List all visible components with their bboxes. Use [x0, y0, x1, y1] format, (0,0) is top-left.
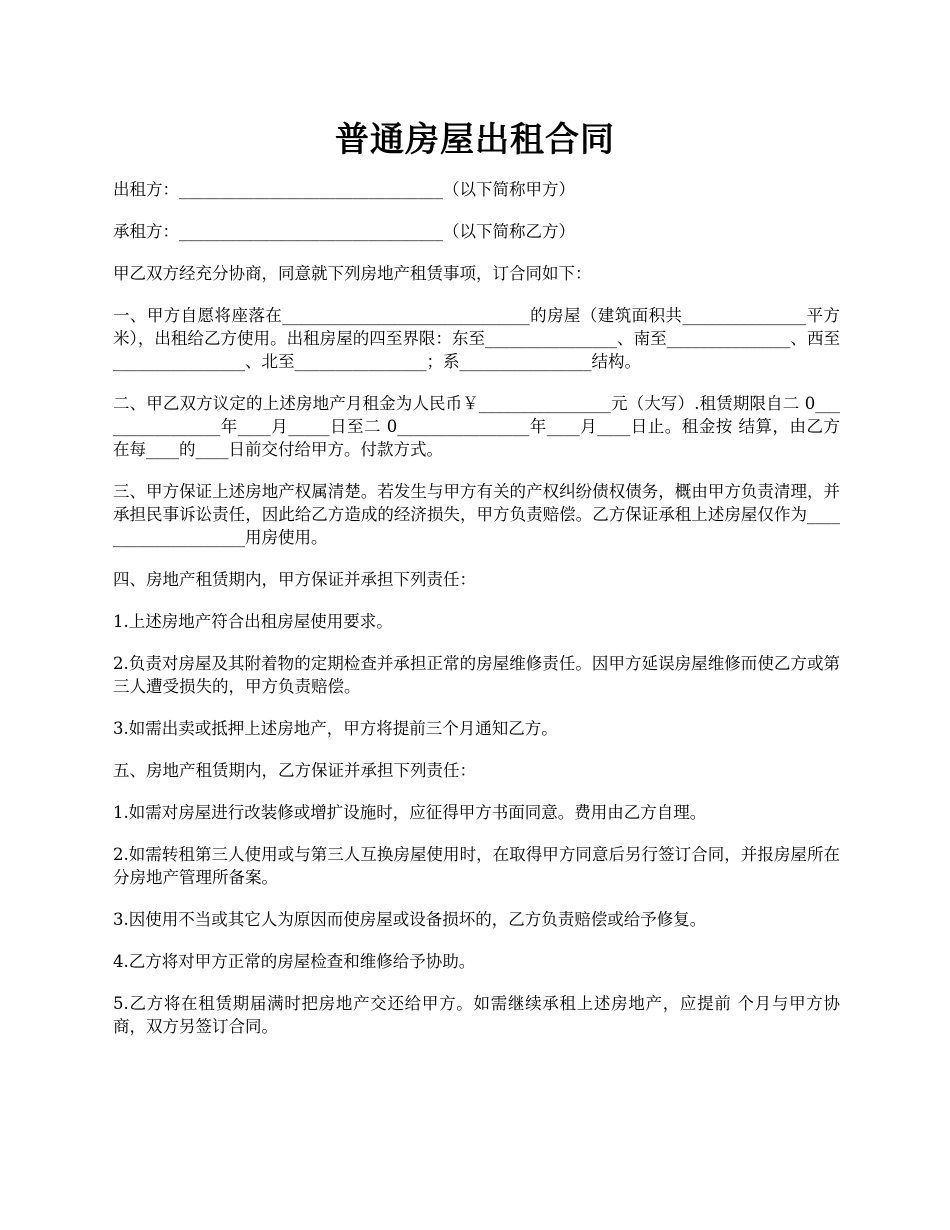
paragraph-clause-4-item-1: 1.上述房地产符合出租房屋使用要求。: [113, 612, 393, 631]
paragraph-clause-5-item-5: 5.乙方将在租赁期届满时把房地产交还给甲方。如需继续承租上述房地产，应提前 个月与甲方协商，双方另签订合同。: [113, 994, 840, 1036]
paragraph-clause-5-item-1: 1.如需对房屋进行改装修或增扩设施时，应征得甲方书面同意。费用由乙方自理。: [113, 803, 707, 822]
paragraph-clause-5-heading: 五、房地产租赁期内，乙方保证并承担下列责任：: [113, 761, 476, 780]
paragraph-lessee: 承租方：________________________________（以下简称乙方）: [113, 222, 575, 241]
paragraph-clause-4-item-3: 3.如需出卖或抵押上述房地产，甲方将提前三个月通知乙方。: [113, 719, 558, 738]
paragraph-clause-5-item-2: 2.如需转租第三人使用或与第三人互换房屋使用时，在取得甲方同意后另行签订合同，并报房屋所在分房地产管理所备案。: [113, 845, 840, 887]
paragraph-clause-3: 三、甲方保证上述房地产权属清楚。若发生与甲方有关的产权纠纷债权债务，概由甲方负责清理，并承担民事诉讼责任，因此给乙方造成的经济损失，甲方负责赔偿。乙方保证承租上述房屋仅作为____________________用房使用。: [113, 482, 840, 547]
paragraph-lessor: 出租方：________________________________（以下简称甲方）: [113, 180, 575, 199]
paragraph-clause-5-item-3: 3.因使用不当或其它人为原因而使房屋或设备损坏的，乙方负责赔偿或给予修复。: [113, 910, 707, 929]
paragraph-clause-5-item-4: 4.乙方将对甲方正常的房屋检查和维修给予协助。: [113, 952, 476, 971]
paragraph-clause-4-heading: 四、房地产租赁期内，甲方保证并承担下列责任：: [113, 570, 476, 589]
paragraph-clause-1: 一、甲方自愿将座落在______________________________的房屋（建筑面积共_______________平方米），出租给乙方使用。出租房屋的四至界限：东至________________、南至_______________、西至________________、北至________________；系________________结构。: [113, 306, 840, 371]
document-title: 普通房屋出租合同: [335, 120, 615, 160]
document-body: [113, 178, 840, 1057]
paragraph-clause-4-item-2: 2.负责对房屋及其附着物的定期检查并承担正常的房屋维修责任。因甲方延误房屋维修而使乙方或第三人遭受损失的，甲方负责赔偿。: [113, 654, 840, 696]
paragraph-intro: 甲乙双方经充分协商，同意就下列房地产租赁事项，订合同如下：: [113, 264, 592, 283]
paragraph-clause-2: 二、甲乙双方议定的上述房地产月租金为人民币￥________________元（大写）.租赁期限自二 0________________年____月_____日至二 0________________年____月____日止。租金按 结算，由乙方在每____的____日前交付给甲方。付款方式。: [113, 394, 840, 459]
